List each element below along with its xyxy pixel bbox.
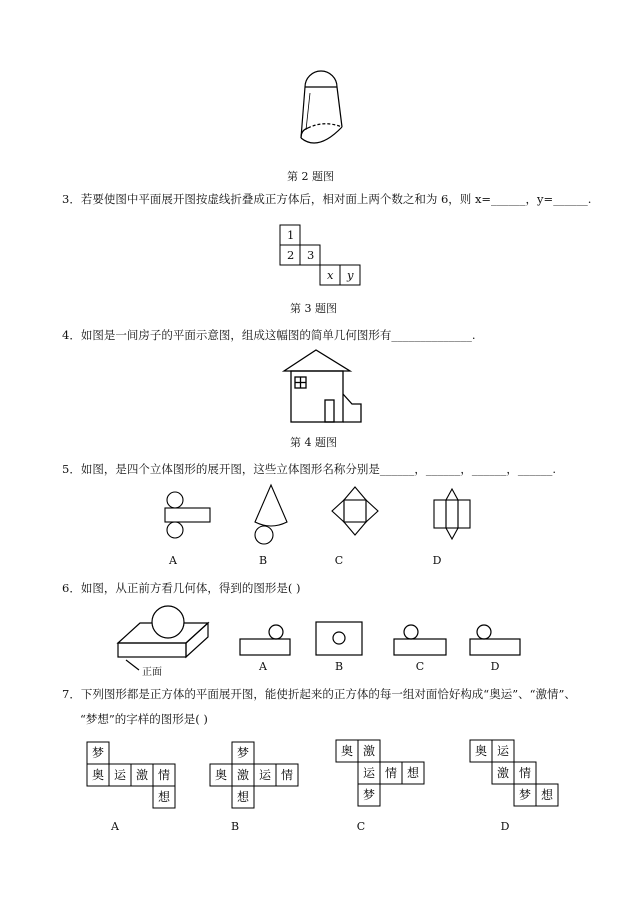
q7-text-line1: 7．下列图形都是正方体的平面展开图，能使折起来的正方体的每一组对面恰好构成“奥运”、“激情”、 [62, 687, 576, 701]
q7-net-cell [492, 762, 514, 784]
q7-net-cell [514, 762, 536, 784]
q7-net-char: 奥 [91, 768, 105, 782]
q3-cell-1: 1 [287, 228, 295, 242]
q7-net-cell [358, 762, 380, 784]
q5-label-b: B [258, 554, 268, 567]
q4-caption: 第 4 题图 [290, 436, 337, 449]
q7-net-char: 情 [384, 766, 398, 780]
q7-net-cell [109, 764, 131, 786]
q3-caption: 第 3 题图 [290, 302, 337, 315]
q7-label-b: B [230, 820, 240, 833]
q7-net-cell [358, 784, 380, 806]
q7-net-cell [536, 784, 558, 806]
q7-label-c: C [356, 820, 366, 833]
q7-net-cell [358, 740, 380, 762]
q7-net-cell [514, 784, 536, 806]
q6-front-label: 正面 [142, 667, 162, 678]
q7-net-char: 运 [113, 768, 127, 782]
q7-net-char: 奥 [474, 744, 488, 758]
q7-net-cell [87, 764, 109, 786]
q7-net-cell [232, 786, 254, 808]
q5-label-c: C [334, 554, 344, 567]
q7-net-char: 想 [157, 790, 171, 804]
q7-net-cell [492, 740, 514, 762]
q7-net-cell [336, 740, 358, 762]
q3-cell-2: 2 [287, 248, 295, 262]
q7-net-char: 运 [496, 744, 510, 758]
q6-label-c: C [415, 660, 425, 673]
q3-text: 3．若要使图中平面展开图按虚线折叠成正方体后，相对面上两个数之和为 6，则 x=______，y=______. [62, 192, 592, 206]
q7-net-char: 想 [406, 766, 420, 780]
q6-label-d: D [490, 660, 500, 673]
q7-net-char: 奥 [340, 744, 354, 758]
q7-text-line2: “梦想”的字样的图形是( ) [80, 712, 208, 726]
q7-net-cell [402, 762, 424, 784]
q7-label-a: A [111, 820, 119, 833]
q7-net-char: 情 [280, 768, 294, 782]
q4-text: 4．如图是一间房子的平面示意图，组成这幅图的简单几何图形有______________. [62, 328, 476, 342]
q5-text: 5．如图，是四个立体图形的展开图，这些立体图形名称分别是______，______，______，______. [62, 462, 556, 476]
q7-net-char: 想 [236, 790, 250, 804]
q7-net-cell [254, 764, 276, 786]
q3-cell-x: x [327, 268, 334, 282]
q7-net-cell [210, 764, 232, 786]
q7-net-cell [470, 740, 492, 762]
q7-net-char: 激 [236, 768, 250, 782]
q7-net-cell [276, 764, 298, 786]
q6-text: 6．如图，从正前方看几何体，得到的图形是( ) [62, 581, 301, 595]
q7-net-char: 运 [362, 766, 376, 780]
q5-label-d: D [432, 554, 442, 567]
q6-label-b: B [334, 660, 344, 673]
q6-label-a: A [259, 660, 267, 673]
q7-net-char: 激 [362, 744, 376, 758]
q7-label-d: D [500, 820, 510, 833]
q2-caption: 第 2 题图 [287, 170, 334, 183]
q7-net-cell [153, 786, 175, 808]
q7-net-cell [232, 764, 254, 786]
q7-net-cell [153, 764, 175, 786]
q7-net-char: 情 [518, 766, 532, 780]
q7-net-char: 奥 [214, 768, 228, 782]
q7-net-char: 激 [496, 766, 510, 780]
q7-net-char: 运 [258, 768, 272, 782]
q7-net-char: 梦 [518, 788, 532, 802]
q7-net-cell [380, 762, 402, 784]
q3-cell-3: 3 [307, 248, 315, 262]
q7-net-cell [87, 742, 109, 764]
q7-net-char: 激 [135, 768, 149, 782]
q7-net-cell [232, 742, 254, 764]
q7-net-char: 情 [157, 768, 171, 782]
q7-net-char: 梦 [362, 788, 376, 802]
q7-net-char: 梦 [91, 746, 105, 760]
q7-net-cell [131, 764, 153, 786]
q7-net-char: 梦 [236, 746, 250, 760]
q7-net-char: 想 [540, 788, 554, 802]
q5-label-a: A [169, 554, 177, 567]
q3-cell-y: y [347, 268, 354, 282]
